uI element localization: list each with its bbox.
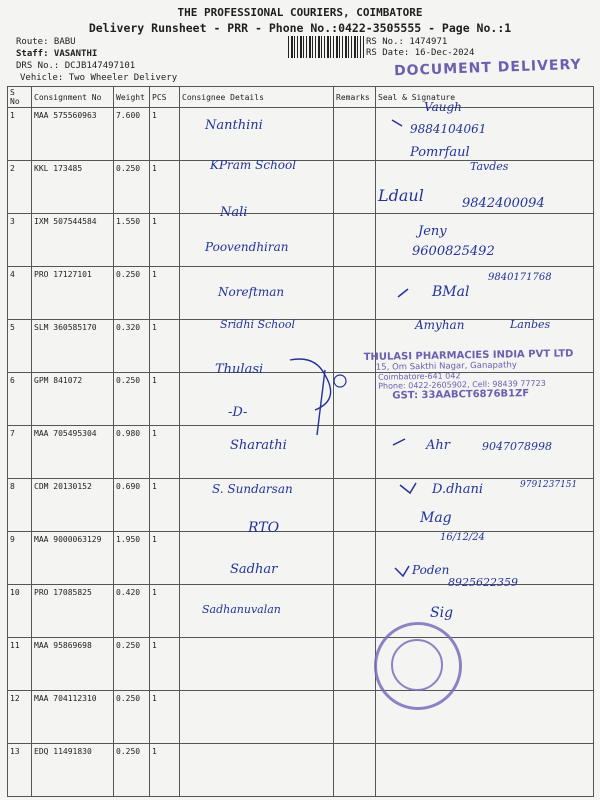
circled-mark <box>334 375 346 387</box>
handwritten-date: 16/12/24 <box>440 532 485 543</box>
handwritten-consignee: Sadhar <box>230 562 278 577</box>
handwritten-consignee: Noreftman <box>218 285 285 299</box>
handwritten-signature: Amyhan <box>415 318 465 332</box>
cell-sno: 5 <box>8 320 32 373</box>
handwritten-signature: Pomrfaul <box>410 145 470 160</box>
cell-sno: 4 <box>8 267 32 320</box>
check-mark <box>395 566 409 576</box>
cell-sno: 6 <box>8 373 32 426</box>
col-seal-signature: Seal & Signature <box>376 87 594 108</box>
handwritten-signature: Ahr <box>426 438 450 453</box>
col-pcs: PCS <box>150 87 180 108</box>
handwritten-signature: Sig <box>430 605 454 621</box>
handwritten-consignee: -D- <box>228 405 248 420</box>
stamp-city: Coimbatore-641 042 <box>377 371 461 382</box>
check-mark <box>398 289 408 297</box>
handwritten-consignee: S. Sundarsan <box>212 482 293 496</box>
cell-sno: 12 <box>8 691 32 744</box>
cell-consignment: EDQ 11491830 <box>32 744 114 797</box>
cell-weight: 1.950 <box>114 532 150 585</box>
cell-sno: 7 <box>8 426 32 479</box>
cell-weight: 0.980 <box>114 426 150 479</box>
handwritten-consignee: Thulasi <box>215 362 264 377</box>
cell-consignment: MAA 9000063129 <box>32 532 114 585</box>
drs-label: DRS No.: DCJB147497101 <box>16 61 136 71</box>
handwritten-signature: Vaugh <box>424 100 462 114</box>
cell-pcs: 1 <box>150 267 180 320</box>
handwritten-signature: Jeny <box>418 224 447 239</box>
pen-stroke <box>317 370 325 435</box>
cell-weight: 0.320 <box>114 320 150 373</box>
handwritten-consignee: RTO <box>248 520 280 536</box>
cell-consignment: MAA 704112310 <box>32 691 114 744</box>
check-mark <box>400 483 416 493</box>
stamp-phone: Phone: 0422-2605902, Cell: 98439 77723 <box>378 378 546 391</box>
cell-sno: 11 <box>8 638 32 691</box>
handwritten-signature: D.dhani <box>432 482 484 497</box>
cell-weight: 0.420 <box>114 585 150 638</box>
cell-sno: 3 <box>8 214 32 267</box>
cell-sno: 1 <box>8 108 32 161</box>
pen-stroke <box>290 359 331 410</box>
cell-pcs: 1 <box>150 744 180 797</box>
cell-pcs: 1 <box>150 214 180 267</box>
cell-pcs: 1 <box>150 108 180 161</box>
cell-consignment: CDM 20130152 <box>32 479 114 532</box>
handwritten-consignee: Nali <box>220 205 248 220</box>
cell-consignment: PRO 17127101 <box>32 267 114 320</box>
cell-pcs: 1 <box>150 638 180 691</box>
handwritten-signature: BMal <box>432 284 470 300</box>
vehicle-label: Vehicle: Two Wheeler Delivery <box>20 73 178 83</box>
cell-consignment: MAA 575560963 <box>32 108 114 161</box>
cell-pcs: 1 <box>150 426 180 479</box>
cell-weight: 7.600 <box>114 108 150 161</box>
cell-weight: 1.550 <box>114 214 150 267</box>
cell-pcs: 1 <box>150 320 180 373</box>
cell-consignment: IXM 507544584 <box>32 214 114 267</box>
cell-weight: 0.250 <box>114 373 150 426</box>
cell-pcs: 1 <box>150 161 180 214</box>
handwritten-phone: 9840171768 <box>488 272 552 283</box>
cell-consignment: MAA 705495304 <box>32 426 114 479</box>
handwritten-phone: 9842400094 <box>462 196 545 211</box>
cell-weight: 0.250 <box>114 161 150 214</box>
cell-consignment: KKL 173485 <box>32 161 114 214</box>
cell-sno: 2 <box>8 161 32 214</box>
check-mark <box>393 439 405 445</box>
check-mark <box>392 120 402 126</box>
cell-consignment: SLM 360585170 <box>32 320 114 373</box>
cell-pcs: 1 <box>150 691 180 744</box>
cell-sno: 10 <box>8 585 32 638</box>
col-sno: S No <box>8 87 32 108</box>
route-label: Route: BABU <box>16 37 76 47</box>
col-consignee: Consignee Details <box>180 87 334 108</box>
cell-sno: 13 <box>8 744 32 797</box>
handwritten-consignee: Sadhanuvalan <box>202 603 281 616</box>
col-consignment: Consignment No <box>32 87 114 108</box>
handwritten-consignee: Poovendhiran <box>205 240 289 254</box>
cell-weight: 0.250 <box>114 691 150 744</box>
cell-sno: 8 <box>8 479 32 532</box>
staff-label: Staff: VASANTHI <box>16 49 98 59</box>
cell-consignment: GPM 841072 <box>32 373 114 426</box>
document-delivery-stamp: DOCUMENT DELIVERY <box>393 56 582 80</box>
cell-pcs: 1 <box>150 373 180 426</box>
handwritten-consignee: KPram School <box>210 158 297 172</box>
handwritten-consignee: Nanthini <box>205 118 263 133</box>
handwritten-phone: 9884104061 <box>410 122 487 136</box>
handwritten-phone: 8925622359 <box>448 576 518 589</box>
cell-pcs: 1 <box>150 585 180 638</box>
cell-pcs: 1 <box>150 479 180 532</box>
cell-sno: 9 <box>8 532 32 585</box>
stamp-gst: GST: 33AABCT6876B1ZF <box>392 388 530 402</box>
rs-number: RS No.: 1474971 <box>366 37 448 47</box>
cell-consignment: MAA 95869698 <box>32 638 114 691</box>
col-weight: Weight <box>114 87 150 108</box>
handwritten-signature: Mag <box>420 510 452 526</box>
cell-weight: 0.690 <box>114 479 150 532</box>
handwritten-phone: 9791237151 <box>520 480 578 490</box>
handwritten-phone: 9600825492 <box>412 244 495 259</box>
handwritten-signature-extra: Tavdes <box>470 160 509 173</box>
stamp-address: 15, Om Sakthi Nagar, Ganapathy <box>375 360 517 373</box>
col-remarks: Remarks <box>334 87 376 108</box>
stamp-company: THULASI PHARMACIES INDIA PVT LTD <box>363 348 574 363</box>
handwritten-signature: Poden <box>412 563 450 577</box>
cell-consignment: PRO 17085825 <box>32 585 114 638</box>
rs-date: RS Date: 16-Dec-2024 <box>366 48 475 58</box>
cell-pcs: 1 <box>150 532 180 585</box>
handwritten-signature-extra: Lanbes <box>510 318 551 331</box>
runsheet-subtitle: Delivery Runsheet - PRR - Phone No.:0422-3505555 - Page No.:1 <box>88 21 512 35</box>
handwritten-consignee: Sridhi School <box>220 318 295 331</box>
handwritten-signature: Ldaul <box>378 186 424 205</box>
company-title: THE PROFESSIONAL COURIERS, COIMBATORE <box>177 6 423 19</box>
cell-weight: 0.250 <box>114 267 150 320</box>
handwritten-consignee: Sharathi <box>230 438 287 453</box>
cell-weight: 0.250 <box>114 638 150 691</box>
cell-weight: 0.250 <box>114 744 150 797</box>
handwritten-phone: 9047078998 <box>482 440 552 453</box>
